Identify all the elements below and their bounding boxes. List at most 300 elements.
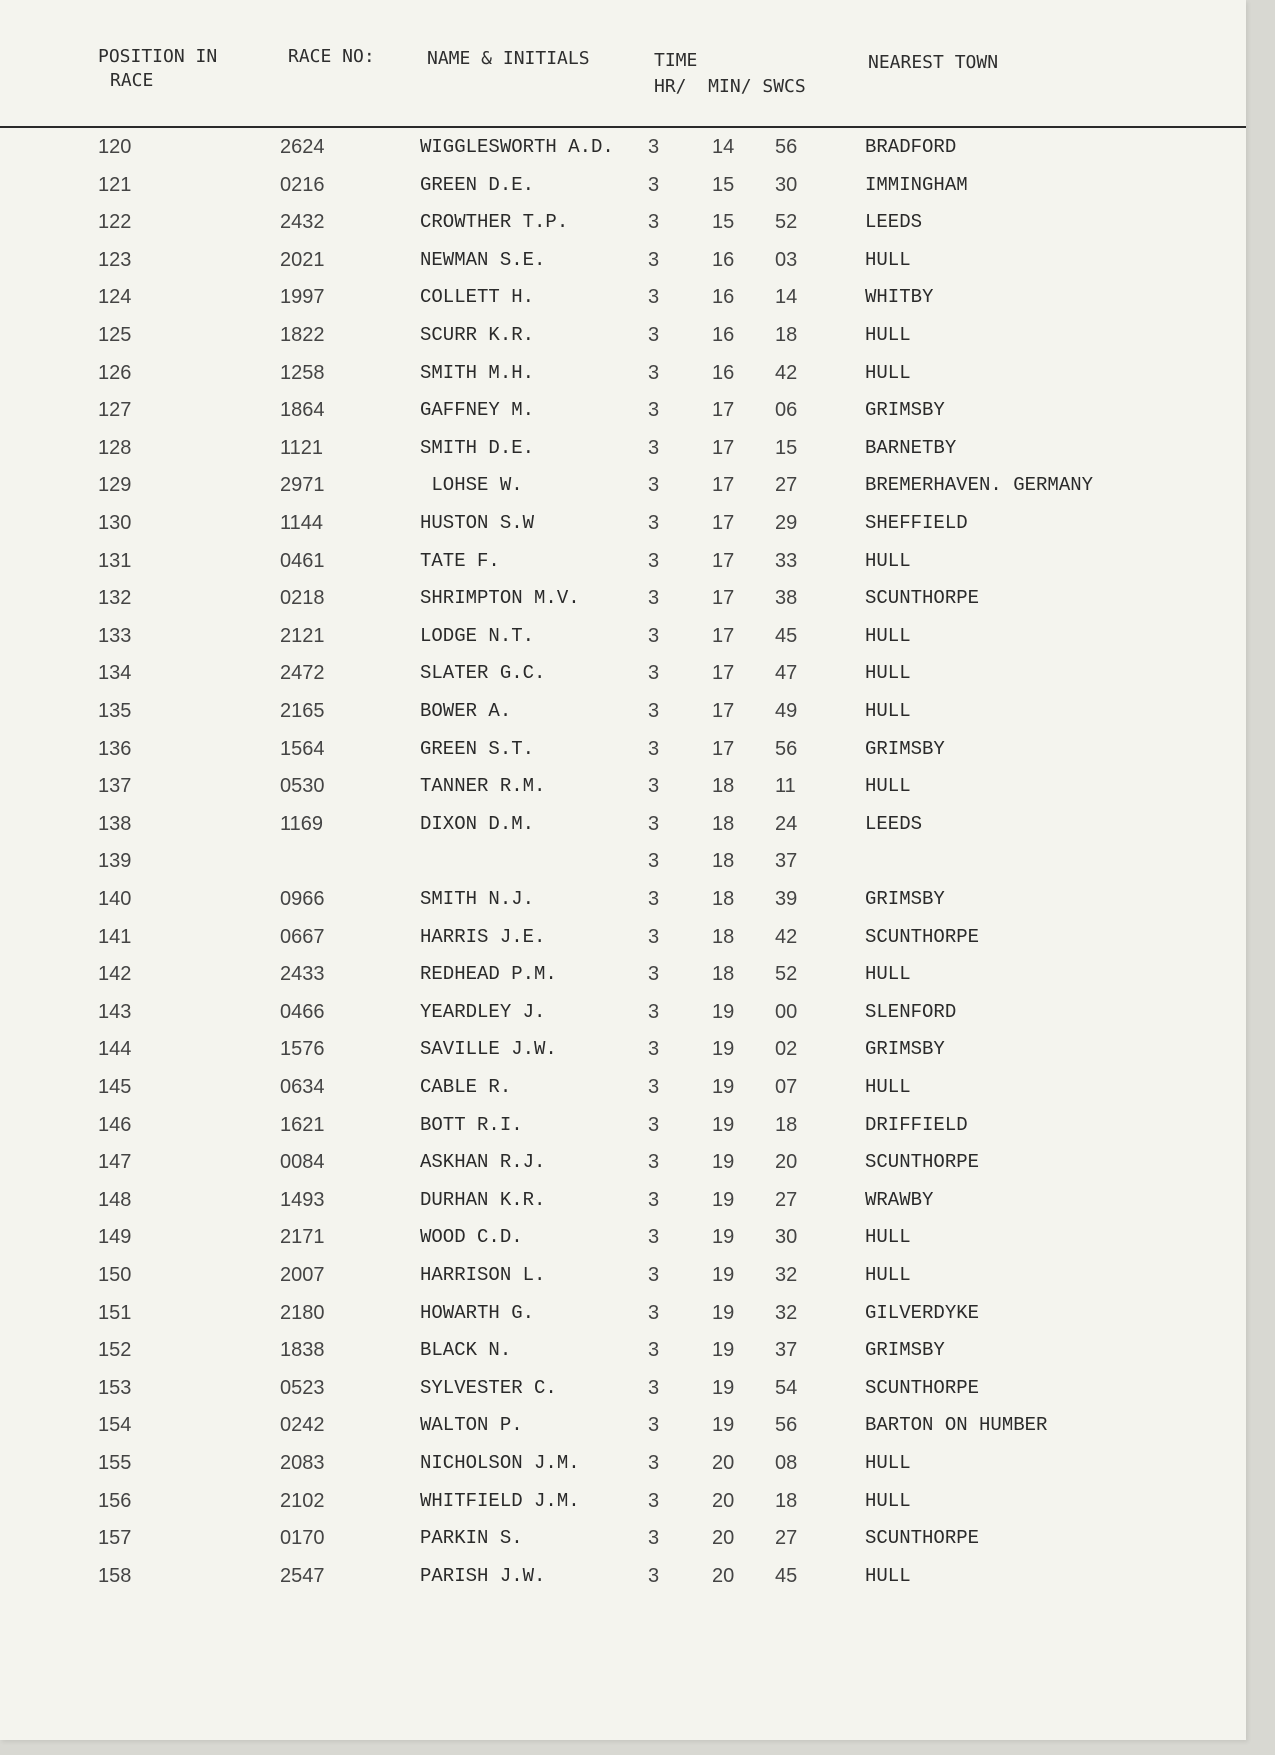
minutes-cell: 18 bbox=[712, 925, 735, 948]
minutes-cell: 19 bbox=[712, 1076, 735, 1098]
position-cell: 142 bbox=[98, 963, 132, 986]
table-row bbox=[0, 1410, 1246, 1448]
hours-cell: 3 bbox=[648, 1301, 660, 1324]
seconds-cell: 52 bbox=[775, 211, 798, 234]
position-cell: 154 bbox=[98, 1414, 132, 1437]
town-cell: HULL bbox=[865, 549, 911, 572]
race-no-cell: 1576 bbox=[280, 1038, 325, 1061]
race-no-cell: 1121 bbox=[280, 436, 324, 459]
table-header bbox=[0, 0, 1246, 128]
header-race-no: RACE NO: bbox=[288, 46, 375, 67]
name-cell: NEWMAN S.E. bbox=[420, 248, 546, 271]
table-row bbox=[0, 170, 1246, 208]
seconds-cell: 00 bbox=[775, 1000, 798, 1023]
table-row bbox=[0, 1034, 1246, 1072]
name-cell: WHITFIELD J.M. bbox=[420, 1489, 580, 1512]
table-row bbox=[0, 771, 1246, 809]
table-row bbox=[0, 1335, 1246, 1373]
position-cell: 122 bbox=[98, 211, 132, 234]
seconds-cell: 52 bbox=[775, 963, 798, 986]
position-cell: 141 bbox=[98, 925, 132, 948]
race-no-cell: 2102 bbox=[280, 1489, 325, 1512]
position-cell: 121 bbox=[98, 173, 132, 196]
minutes-cell: 20 bbox=[712, 1489, 735, 1512]
minutes-cell: 16 bbox=[712, 324, 735, 346]
name-cell: HOWARTH G. bbox=[420, 1301, 535, 1324]
race-no-cell: 2433 bbox=[280, 963, 325, 986]
hours-cell: 3 bbox=[648, 1527, 660, 1550]
town-cell: SCUNTHORPE bbox=[865, 587, 980, 610]
position-cell: 152 bbox=[98, 1339, 132, 1362]
minutes-cell: 16 bbox=[712, 361, 735, 384]
town-cell: SCUNTHORPE bbox=[865, 1151, 980, 1174]
position-cell: 130 bbox=[98, 512, 132, 534]
town-cell: IMMINGHAM bbox=[865, 173, 968, 196]
minutes-cell: 15 bbox=[712, 173, 735, 196]
race-no-cell: 1169 bbox=[280, 812, 324, 835]
race-no-cell: 1493 bbox=[280, 1188, 325, 1211]
name-cell: TATE F. bbox=[420, 549, 500, 572]
hours-cell: 3 bbox=[648, 136, 660, 158]
name-cell: WALTON P. bbox=[420, 1414, 523, 1437]
position-cell: 132 bbox=[98, 587, 132, 610]
minutes-cell: 17 bbox=[712, 399, 735, 422]
position-cell: 153 bbox=[98, 1376, 132, 1399]
race-no-cell: 2472 bbox=[280, 662, 325, 685]
minutes-cell: 18 bbox=[712, 850, 735, 873]
seconds-cell: 42 bbox=[775, 361, 798, 384]
minutes-cell: 19 bbox=[712, 1113, 735, 1136]
minutes-cell: 16 bbox=[712, 248, 735, 271]
position-cell: 145 bbox=[98, 1076, 132, 1098]
position-cell: 138 bbox=[98, 812, 132, 835]
name-cell: SMITH M.H. bbox=[420, 361, 535, 384]
minutes-cell: 19 bbox=[712, 1339, 735, 1362]
name-cell: ASKHAN R.J. bbox=[420, 1151, 546, 1174]
name-cell: COLLETT H. bbox=[420, 286, 535, 309]
minutes-cell: 18 bbox=[712, 963, 735, 986]
position-cell: 149 bbox=[98, 1226, 132, 1249]
hours-cell: 3 bbox=[648, 1264, 660, 1286]
name-cell: DURHAN K.R. bbox=[420, 1188, 546, 1211]
position-cell: 143 bbox=[98, 1000, 132, 1023]
hours-cell: 3 bbox=[648, 850, 660, 873]
race-no-cell: 0216 bbox=[280, 173, 325, 196]
name-cell: LODGE N.T. bbox=[420, 624, 535, 647]
seconds-cell: 27 bbox=[775, 1527, 798, 1550]
position-cell: 151 bbox=[98, 1301, 132, 1324]
seconds-cell: 29 bbox=[775, 512, 798, 534]
name-cell: YEARDLEY J. bbox=[420, 1000, 546, 1023]
minutes-cell: 19 bbox=[712, 1188, 735, 1211]
minutes-cell: 20 bbox=[712, 1527, 735, 1550]
seconds-cell: 56 bbox=[775, 136, 798, 158]
town-cell: GRIMSBY bbox=[865, 1339, 945, 1362]
town-cell: DRIFFIELD bbox=[865, 1113, 968, 1136]
hours-cell: 3 bbox=[648, 737, 660, 760]
seconds-cell: 49 bbox=[775, 700, 798, 722]
position-cell: 123 bbox=[98, 248, 132, 271]
minutes-cell: 19 bbox=[712, 1376, 735, 1399]
table-row bbox=[0, 1222, 1246, 1260]
position-cell: 131 bbox=[98, 549, 132, 572]
race-no-cell: 1621 bbox=[280, 1113, 325, 1136]
table-row bbox=[0, 132, 1246, 170]
minutes-cell: 20 bbox=[712, 1564, 735, 1587]
seconds-cell: 56 bbox=[775, 737, 798, 760]
town-cell: SCUNTHORPE bbox=[865, 1527, 980, 1550]
town-cell: HULL bbox=[865, 361, 911, 384]
race-no-cell: 1564 bbox=[280, 737, 325, 760]
hours-cell: 3 bbox=[648, 963, 660, 986]
name-cell: SCURR K.R. bbox=[420, 324, 535, 346]
hours-cell: 3 bbox=[648, 812, 660, 835]
hours-cell: 3 bbox=[648, 1489, 660, 1512]
name-cell: SMITH D.E. bbox=[420, 436, 535, 459]
town-cell: GRIMSBY bbox=[865, 1038, 945, 1061]
seconds-cell: 56 bbox=[775, 1414, 798, 1437]
position-cell: 127 bbox=[98, 399, 132, 422]
seconds-cell: 24 bbox=[775, 812, 798, 835]
table-row bbox=[0, 583, 1246, 621]
table-row bbox=[0, 1072, 1246, 1110]
town-cell: HULL bbox=[865, 324, 911, 346]
seconds-cell: 27 bbox=[775, 1188, 798, 1211]
town-cell: HULL bbox=[865, 1564, 911, 1587]
name-cell: NICHOLSON J.M. bbox=[420, 1452, 580, 1474]
position-cell: 158 bbox=[98, 1564, 132, 1587]
table-row bbox=[0, 1110, 1246, 1148]
name-cell: LOHSE W. bbox=[420, 474, 523, 497]
hours-cell: 3 bbox=[648, 1076, 660, 1098]
name-cell: BOWER A. bbox=[420, 700, 512, 722]
minutes-cell: 19 bbox=[712, 1414, 735, 1437]
seconds-cell: 32 bbox=[775, 1264, 798, 1286]
seconds-cell: 45 bbox=[775, 1564, 798, 1587]
minutes-cell: 19 bbox=[712, 1301, 735, 1324]
minutes-cell: 20 bbox=[712, 1452, 735, 1474]
hours-cell: 3 bbox=[648, 1113, 660, 1136]
seconds-cell: 18 bbox=[775, 324, 798, 346]
town-cell: HULL bbox=[865, 1226, 911, 1249]
race-no-cell: 1838 bbox=[280, 1339, 325, 1362]
name-cell: HUSTON S.W bbox=[420, 512, 535, 534]
name-cell: DIXON D.M. bbox=[420, 812, 535, 835]
race-no-cell: 0530 bbox=[280, 775, 325, 798]
seconds-cell: 07 bbox=[775, 1076, 798, 1098]
town-cell: HULL bbox=[865, 1489, 911, 1512]
seconds-cell: 45 bbox=[775, 624, 798, 647]
minutes-cell: 19 bbox=[712, 1151, 735, 1174]
table-row bbox=[0, 282, 1246, 320]
position-cell: 155 bbox=[98, 1452, 132, 1474]
seconds-cell: 20 bbox=[775, 1151, 798, 1174]
town-cell: HULL bbox=[865, 963, 911, 986]
hours-cell: 3 bbox=[648, 512, 660, 534]
seconds-cell: 06 bbox=[775, 399, 798, 422]
minutes-cell: 18 bbox=[712, 888, 735, 910]
minutes-cell: 19 bbox=[712, 1264, 735, 1286]
position-cell: 147 bbox=[98, 1151, 132, 1174]
position-cell: 128 bbox=[98, 436, 132, 459]
hours-cell: 3 bbox=[648, 361, 660, 384]
name-cell: SMITH N.J. bbox=[420, 888, 535, 910]
hours-cell: 3 bbox=[648, 549, 660, 572]
seconds-cell: 32 bbox=[775, 1301, 798, 1324]
position-cell: 140 bbox=[98, 888, 132, 910]
race-no-cell: 2007 bbox=[280, 1264, 325, 1286]
minutes-cell: 18 bbox=[712, 812, 735, 835]
table-row bbox=[0, 1373, 1246, 1411]
position-cell: 133 bbox=[98, 624, 132, 647]
race-no-cell: 0242 bbox=[280, 1414, 325, 1437]
hours-cell: 3 bbox=[648, 1414, 660, 1437]
table-row bbox=[0, 884, 1246, 922]
seconds-cell: 54 bbox=[775, 1376, 798, 1399]
hours-cell: 3 bbox=[648, 1151, 660, 1174]
name-cell: GAFFNEY M. bbox=[420, 399, 535, 422]
name-cell: SLATER G.C. bbox=[420, 662, 546, 685]
seconds-cell: 27 bbox=[775, 474, 798, 497]
town-cell: BARTON ON HUMBER bbox=[865, 1414, 1048, 1437]
seconds-cell: 47 bbox=[775, 662, 798, 685]
minutes-cell: 17 bbox=[712, 662, 735, 685]
hours-cell: 3 bbox=[648, 286, 660, 309]
name-cell: SYLVESTER C. bbox=[420, 1376, 557, 1399]
seconds-cell: 33 bbox=[775, 549, 798, 572]
town-cell: HULL bbox=[865, 662, 911, 685]
seconds-cell: 18 bbox=[775, 1489, 798, 1512]
table-row bbox=[0, 1448, 1246, 1486]
name-cell: CROWTHER T.P. bbox=[420, 211, 569, 234]
town-cell: HULL bbox=[865, 775, 911, 798]
table-row bbox=[0, 395, 1246, 433]
name-cell: SHRIMPTON M.V. bbox=[420, 587, 580, 610]
town-cell: GRIMSBY bbox=[865, 399, 945, 422]
hours-cell: 3 bbox=[648, 399, 660, 422]
seconds-cell: 37 bbox=[775, 850, 798, 873]
name-cell: GREEN D.E. bbox=[420, 173, 535, 196]
town-cell: WHITBY bbox=[865, 286, 934, 309]
position-cell: 157 bbox=[98, 1527, 132, 1550]
town-cell: HULL bbox=[865, 1452, 911, 1474]
hours-cell: 3 bbox=[648, 888, 660, 910]
town-cell: BREMERHAVEN. GERMANY bbox=[865, 474, 1094, 497]
position-cell: 137 bbox=[98, 775, 132, 798]
position-cell: 139 bbox=[98, 850, 132, 873]
race-no-cell: 0218 bbox=[280, 587, 325, 610]
position-cell: 150 bbox=[98, 1264, 132, 1286]
hours-cell: 3 bbox=[648, 173, 660, 196]
table-row bbox=[0, 470, 1246, 508]
hours-cell: 3 bbox=[648, 1000, 660, 1023]
race-no-cell: 0523 bbox=[280, 1376, 325, 1399]
race-no-cell: 2171 bbox=[280, 1226, 325, 1249]
race-no-cell: 0966 bbox=[280, 888, 325, 910]
town-cell: HULL bbox=[865, 1264, 911, 1286]
seconds-cell: 42 bbox=[775, 925, 798, 948]
town-cell: WRAWBY bbox=[865, 1188, 934, 1211]
minutes-cell: 17 bbox=[712, 587, 735, 610]
minutes-cell: 16 bbox=[712, 286, 735, 309]
seconds-cell: 30 bbox=[775, 1226, 798, 1249]
table-row bbox=[0, 1260, 1246, 1298]
minutes-cell: 17 bbox=[712, 436, 735, 459]
town-cell: LEEDS bbox=[865, 812, 923, 835]
hours-cell: 3 bbox=[648, 436, 660, 459]
table-row bbox=[0, 846, 1246, 884]
position-cell: 124 bbox=[98, 286, 132, 309]
table-row bbox=[0, 1561, 1246, 1599]
header-town: NEAREST TOWN bbox=[868, 52, 999, 73]
position-cell: 126 bbox=[98, 361, 132, 384]
position-cell: 120 bbox=[98, 136, 132, 158]
race-no-cell: 2547 bbox=[280, 1564, 325, 1587]
header-time-line1: TIME bbox=[654, 50, 698, 71]
hours-cell: 3 bbox=[648, 1188, 660, 1211]
table-row bbox=[0, 358, 1246, 396]
town-cell: HULL bbox=[865, 700, 911, 722]
name-cell: PARISH J.W. bbox=[420, 1564, 546, 1587]
table-row bbox=[0, 546, 1246, 584]
table-row bbox=[0, 245, 1246, 283]
hours-cell: 3 bbox=[648, 1226, 660, 1249]
name-cell: BLACK N. bbox=[420, 1339, 512, 1362]
name-cell: WIGGLESWORTH A.D. bbox=[420, 136, 614, 158]
name-cell: REDHEAD P.M. bbox=[420, 963, 557, 986]
position-cell: 136 bbox=[98, 737, 132, 760]
seconds-cell: 37 bbox=[775, 1339, 798, 1362]
minutes-cell: 14 bbox=[712, 136, 735, 158]
town-cell: BRADFORD bbox=[865, 136, 957, 158]
town-cell: HULL bbox=[865, 1076, 911, 1098]
position-cell: 144 bbox=[98, 1038, 132, 1061]
race-no-cell: 2432 bbox=[280, 211, 325, 234]
name-cell: SAVILLE J.W. bbox=[420, 1038, 557, 1061]
header-time-line2: HR/ MIN/ SWCS bbox=[654, 76, 806, 97]
table-row bbox=[0, 1147, 1246, 1185]
table-row bbox=[0, 809, 1246, 847]
table-row bbox=[0, 959, 1246, 997]
position-cell: 148 bbox=[98, 1188, 132, 1211]
hours-cell: 3 bbox=[648, 324, 660, 346]
minutes-cell: 18 bbox=[712, 775, 735, 798]
name-cell: TANNER R.M. bbox=[420, 775, 546, 798]
seconds-cell: 39 bbox=[775, 888, 798, 910]
race-no-cell: 2121 bbox=[280, 624, 325, 647]
minutes-cell: 17 bbox=[712, 737, 735, 760]
hours-cell: 3 bbox=[648, 1452, 660, 1474]
town-cell: HULL bbox=[865, 624, 911, 647]
table-row bbox=[0, 433, 1246, 471]
minutes-cell: 19 bbox=[712, 1000, 735, 1023]
race-no-cell: 1864 bbox=[280, 399, 325, 422]
hours-cell: 3 bbox=[648, 1038, 660, 1061]
seconds-cell: 11 bbox=[775, 775, 796, 798]
town-cell: GRIMSBY bbox=[865, 888, 945, 910]
race-no-cell: 2165 bbox=[280, 700, 325, 722]
seconds-cell: 15 bbox=[775, 436, 798, 459]
position-cell: 156 bbox=[98, 1489, 132, 1512]
minutes-cell: 17 bbox=[712, 474, 735, 497]
name-cell: PARKIN S. bbox=[420, 1527, 523, 1550]
seconds-cell: 03 bbox=[775, 248, 798, 271]
hours-cell: 3 bbox=[648, 1564, 660, 1587]
hours-cell: 3 bbox=[648, 1376, 660, 1399]
table-row bbox=[0, 1185, 1246, 1223]
hours-cell: 3 bbox=[648, 775, 660, 798]
race-no-cell: 1822 bbox=[280, 324, 325, 346]
header-divider bbox=[0, 126, 1246, 128]
name-cell: HARRIS J.E. bbox=[420, 925, 546, 948]
table-row bbox=[0, 658, 1246, 696]
race-no-cell: 0461 bbox=[280, 549, 325, 572]
minutes-cell: 19 bbox=[712, 1226, 735, 1249]
hours-cell: 3 bbox=[648, 662, 660, 685]
position-cell: 134 bbox=[98, 662, 132, 685]
name-cell: GREEN S.T. bbox=[420, 737, 535, 760]
hours-cell: 3 bbox=[648, 248, 660, 271]
town-cell: BARNETBY bbox=[865, 436, 957, 459]
minutes-cell: 17 bbox=[712, 512, 735, 534]
race-no-cell: 2021 bbox=[280, 248, 325, 271]
position-cell: 129 bbox=[98, 474, 132, 497]
race-no-cell: 1997 bbox=[280, 286, 325, 309]
seconds-cell: 30 bbox=[775, 173, 798, 196]
hours-cell: 3 bbox=[648, 624, 660, 647]
race-no-cell: 1144 bbox=[280, 512, 324, 534]
race-no-cell: 0634 bbox=[280, 1076, 325, 1098]
header-position-line2: RACE bbox=[110, 70, 154, 91]
race-no-cell: 0084 bbox=[280, 1151, 325, 1174]
race-no-cell: 0667 bbox=[280, 925, 325, 948]
hours-cell: 3 bbox=[648, 700, 660, 722]
town-cell: GRIMSBY bbox=[865, 737, 945, 760]
minutes-cell: 15 bbox=[712, 211, 735, 234]
town-cell: GILVERDYKE bbox=[865, 1301, 980, 1324]
table-row bbox=[0, 997, 1246, 1035]
seconds-cell: 38 bbox=[775, 587, 798, 610]
hours-cell: 3 bbox=[648, 1339, 660, 1362]
minutes-cell: 17 bbox=[712, 700, 735, 722]
position-cell: 135 bbox=[98, 700, 132, 722]
seconds-cell: 14 bbox=[775, 286, 798, 309]
race-no-cell: 0170 bbox=[280, 1527, 325, 1550]
minutes-cell: 17 bbox=[712, 624, 735, 647]
table-row bbox=[0, 1523, 1246, 1561]
town-cell: SLENFORD bbox=[865, 1000, 957, 1023]
hours-cell: 3 bbox=[648, 587, 660, 610]
seconds-cell: 08 bbox=[775, 1452, 798, 1474]
town-cell: SHEFFIELD bbox=[865, 512, 968, 534]
race-no-cell: 2083 bbox=[280, 1452, 325, 1474]
table-row bbox=[0, 207, 1246, 245]
table-row bbox=[0, 734, 1246, 772]
name-cell: WOOD C.D. bbox=[420, 1226, 523, 1249]
seconds-cell: 18 bbox=[775, 1113, 798, 1136]
town-cell: LEEDS bbox=[865, 211, 923, 234]
name-cell: CABLE R. bbox=[420, 1076, 512, 1098]
hours-cell: 3 bbox=[648, 925, 660, 948]
seconds-cell: 02 bbox=[775, 1038, 798, 1061]
table-row bbox=[0, 696, 1246, 734]
minutes-cell: 17 bbox=[712, 549, 735, 572]
position-cell: 146 bbox=[98, 1113, 132, 1136]
race-no-cell: 1258 bbox=[280, 361, 325, 384]
hours-cell: 3 bbox=[648, 474, 660, 497]
town-cell: SCUNTHORPE bbox=[865, 925, 980, 948]
table-row bbox=[0, 320, 1246, 358]
